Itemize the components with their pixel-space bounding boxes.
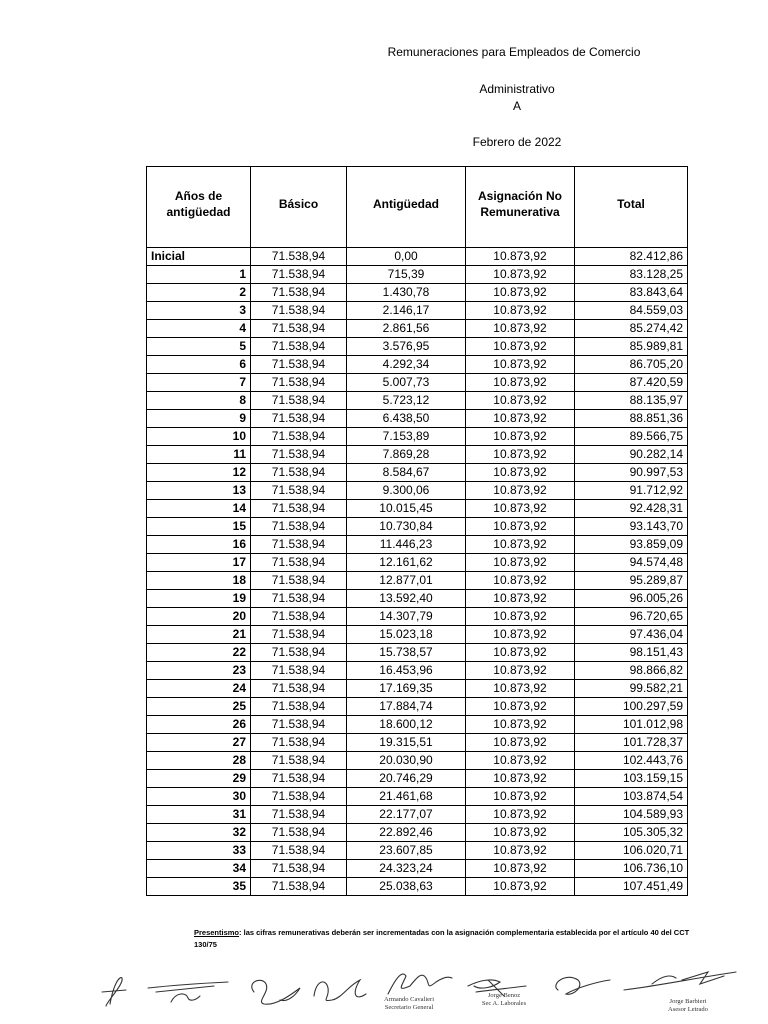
- cell-years: 31: [147, 806, 251, 824]
- table-row: [147, 446, 688, 464]
- cell-years: 1: [147, 266, 251, 284]
- table-row: [147, 662, 688, 680]
- cell-years: 5: [147, 338, 251, 356]
- cell-allowance: 10.873,92: [466, 770, 575, 788]
- cell-total: 103.159,15: [575, 770, 688, 788]
- cell-basic: 71.538,94: [251, 554, 347, 572]
- cell-allowance: 10.873,92: [466, 392, 575, 410]
- cell-allowance: 10.873,92: [466, 680, 575, 698]
- cell-basic: 71.538,94: [251, 662, 347, 680]
- cell-total: 100.297,59: [575, 698, 688, 716]
- cell-basic: 71.538,94: [251, 284, 347, 302]
- table-row: [147, 374, 688, 392]
- cell-total: 94.574,48: [575, 554, 688, 572]
- cell-basic: 71.538,94: [251, 734, 347, 752]
- cell-seniority: 10.015,45: [347, 500, 466, 518]
- cell-years: 29: [147, 770, 251, 788]
- cell-total: 92.428,31: [575, 500, 688, 518]
- cell-years: 14: [147, 500, 251, 518]
- cell-seniority: 1.430,78: [347, 284, 466, 302]
- cell-seniority: 5.007,73: [347, 374, 466, 392]
- cell-total: 83.128,25: [575, 266, 688, 284]
- table-row: [147, 320, 688, 338]
- cell-seniority: 12.161,62: [347, 554, 466, 572]
- cell-basic: 71.538,94: [251, 392, 347, 410]
- cell-basic: 71.538,94: [251, 410, 347, 428]
- cell-years: 26: [147, 716, 251, 734]
- table-row: [147, 518, 688, 536]
- grade-label: A: [512, 99, 521, 113]
- cell-seniority: 20.030,90: [347, 752, 466, 770]
- cell-seniority: 715,39: [347, 266, 466, 284]
- cell-total: 98.151,43: [575, 644, 688, 662]
- cell-allowance: 10.873,92: [466, 842, 575, 860]
- table-row: [147, 500, 688, 518]
- cell-years: 10: [147, 428, 251, 446]
- cell-seniority: 14.307,79: [347, 608, 466, 626]
- cell-total: 93.859,09: [575, 536, 688, 554]
- cell-basic: 71.538,94: [251, 248, 347, 266]
- table-row: [147, 536, 688, 554]
- cell-seniority: 4.292,34: [347, 356, 466, 374]
- table-row: [147, 248, 688, 266]
- cell-basic: 71.538,94: [251, 536, 347, 554]
- cell-seniority: 10.730,84: [347, 518, 466, 536]
- salary-table: [146, 166, 688, 896]
- cell-total: 97.436,04: [575, 626, 688, 644]
- cell-years: 30: [147, 788, 251, 806]
- table-row: [147, 878, 688, 896]
- cell-years: 15: [147, 518, 251, 536]
- cell-total: 82.412,86: [575, 248, 688, 266]
- cell-years: 25: [147, 698, 251, 716]
- cell-allowance: 10.873,92: [466, 302, 575, 320]
- cell-seniority: 25.038,63: [347, 878, 466, 896]
- cell-total: 87.420,59: [575, 374, 688, 392]
- cell-basic: 71.538,94: [251, 626, 347, 644]
- cell-basic: 71.538,94: [251, 518, 347, 536]
- cell-allowance: 10.873,92: [466, 662, 575, 680]
- table-row: [147, 590, 688, 608]
- cell-allowance: 10.873,92: [466, 266, 575, 284]
- cell-seniority: 3.576,95: [347, 338, 466, 356]
- cell-years: 17: [147, 554, 251, 572]
- table-row: [147, 464, 688, 482]
- cell-allowance: 10.873,92: [466, 248, 575, 266]
- table-row: [147, 284, 688, 302]
- cell-total: 99.582,21: [575, 680, 688, 698]
- footnote-keyword: Presentismo: [194, 928, 240, 937]
- cell-years: 23: [147, 662, 251, 680]
- cell-years: 34: [147, 860, 251, 878]
- cell-years: 27: [147, 734, 251, 752]
- table-row: [147, 338, 688, 356]
- table-row: [147, 482, 688, 500]
- cell-allowance: 10.873,92: [466, 554, 575, 572]
- cell-seniority: 7.153,89: [347, 428, 466, 446]
- cell-seniority: 7.869,28: [347, 446, 466, 464]
- cell-seniority: 2.146,17: [347, 302, 466, 320]
- cell-basic: 71.538,94: [251, 482, 347, 500]
- table-row: [147, 626, 688, 644]
- cell-allowance: 10.873,92: [466, 860, 575, 878]
- cell-basic: 71.538,94: [251, 374, 347, 392]
- cell-basic: 71.538,94: [251, 806, 347, 824]
- cell-total: 90.997,53: [575, 464, 688, 482]
- table-row: [147, 428, 688, 446]
- cell-seniority: 18.600,12: [347, 716, 466, 734]
- cell-total: 88.851,36: [575, 410, 688, 428]
- column-header-allowance: Asignación No Remunerativa: [466, 167, 575, 242]
- table-row: [147, 572, 688, 590]
- cell-total: 85.989,81: [575, 338, 688, 356]
- cell-years: 9: [147, 410, 251, 428]
- column-header-seniority: Antigüedad: [347, 167, 466, 242]
- cell-total: 96.005,26: [575, 590, 688, 608]
- cell-total: 106.736,10: [575, 860, 688, 878]
- signature-cavalieri: [364, 996, 454, 1012]
- cell-years: 35: [147, 878, 251, 896]
- cell-basic: 71.538,94: [251, 266, 347, 284]
- cell-seniority: 6.438,50: [347, 410, 466, 428]
- cell-seniority: 5.723,12: [347, 392, 466, 410]
- cell-allowance: 10.873,92: [466, 410, 575, 428]
- cell-basic: 71.538,94: [251, 302, 347, 320]
- cell-allowance: 10.873,92: [466, 626, 575, 644]
- cell-total: 83.843,64: [575, 284, 688, 302]
- cell-total: 105.305,32: [575, 824, 688, 842]
- cell-seniority: 9.300,06: [347, 482, 466, 500]
- cell-years: 3: [147, 302, 251, 320]
- cell-basic: 71.538,94: [251, 446, 347, 464]
- cell-allowance: 10.873,92: [466, 608, 575, 626]
- cell-total: 96.720,65: [575, 608, 688, 626]
- cell-basic: 71.538,94: [251, 878, 347, 896]
- cell-years: 19: [147, 590, 251, 608]
- cell-total: 90.282,14: [575, 446, 688, 464]
- cell-allowance: 10.873,92: [466, 644, 575, 662]
- cell-basic: 71.538,94: [251, 680, 347, 698]
- cell-seniority: 12.877,01: [347, 572, 466, 590]
- cell-seniority: 22.892,46: [347, 824, 466, 842]
- cell-years: 6: [147, 356, 251, 374]
- signer-name: Jorge Benoz: [487, 992, 521, 999]
- cell-seniority: 0,00: [347, 248, 466, 266]
- cell-allowance: 10.873,92: [466, 788, 575, 806]
- cell-years: 7: [147, 374, 251, 392]
- cell-allowance: 10.873,92: [466, 518, 575, 536]
- cell-basic: 71.538,94: [251, 356, 347, 374]
- cell-allowance: 10.873,92: [466, 806, 575, 824]
- cell-total: 107.451,49: [575, 878, 688, 896]
- cell-allowance: 10.873,92: [466, 734, 575, 752]
- cell-allowance: 10.873,92: [466, 374, 575, 392]
- signature-benoz: [464, 992, 544, 1008]
- signer-role: Secretario General: [384, 1004, 434, 1011]
- cell-basic: 71.538,94: [251, 428, 347, 446]
- cell-allowance: 10.873,92: [466, 464, 575, 482]
- cell-allowance: 10.873,92: [466, 428, 575, 446]
- cell-basic: 71.538,94: [251, 752, 347, 770]
- cell-total: 86.705,20: [575, 356, 688, 374]
- cell-seniority: 19.315,51: [347, 734, 466, 752]
- cell-total: 84.559,03: [575, 302, 688, 320]
- cell-basic: 71.538,94: [251, 698, 347, 716]
- table-row: [147, 770, 688, 788]
- table-row: [147, 266, 688, 284]
- cell-total: 88.135,97: [575, 392, 688, 410]
- table-row: [147, 392, 688, 410]
- cell-seniority: 20.746,29: [347, 770, 466, 788]
- signer-role: Sec A. Laborales: [481, 1000, 527, 1007]
- cell-basic: 71.538,94: [251, 338, 347, 356]
- cell-basic: 71.538,94: [251, 860, 347, 878]
- cell-basic: 71.538,94: [251, 500, 347, 518]
- document-title: Remuneraciones para Empleados de Comercio: [387, 45, 641, 59]
- cell-seniority: 21.461,68: [347, 788, 466, 806]
- presentismo-footnote: [194, 927, 694, 951]
- cell-basic: 71.538,94: [251, 590, 347, 608]
- cell-basic: 71.538,94: [251, 842, 347, 860]
- cell-basic: 71.538,94: [251, 464, 347, 482]
- cell-years: 2: [147, 284, 251, 302]
- cell-years: 4: [147, 320, 251, 338]
- cell-allowance: 10.873,92: [466, 590, 575, 608]
- table-row: [147, 842, 688, 860]
- category-label: Administrativo: [479, 82, 555, 96]
- cell-years: 21: [147, 626, 251, 644]
- cell-years: 8: [147, 392, 251, 410]
- signer-name: Jorge Barbieri: [669, 998, 707, 1005]
- cell-basic: 71.538,94: [251, 770, 347, 788]
- period-date: Febrero de 2022: [472, 135, 562, 149]
- table-body: [147, 241, 688, 896]
- cell-seniority: 13.592,40: [347, 590, 466, 608]
- cell-seniority: 24.323,24: [347, 860, 466, 878]
- cell-allowance: 10.873,92: [466, 572, 575, 590]
- cell-seniority: 15.738,57: [347, 644, 466, 662]
- cell-allowance: 10.873,92: [466, 284, 575, 302]
- cell-total: 106.020,71: [575, 842, 688, 860]
- cell-total: 95.289,87: [575, 572, 688, 590]
- cell-total: 89.566,75: [575, 428, 688, 446]
- signer-role: Asesor Letrado: [668, 1006, 708, 1013]
- cell-basic: 71.538,94: [251, 716, 347, 734]
- cell-total: 102.443,76: [575, 752, 688, 770]
- signature-barbieri: [648, 998, 728, 1014]
- cell-basic: 71.538,94: [251, 572, 347, 590]
- table-row: [147, 302, 688, 320]
- table-row: [147, 554, 688, 572]
- column-header-years: Años de antigüedad: [147, 167, 251, 242]
- cell-allowance: 10.873,92: [466, 824, 575, 842]
- cell-seniority: 22.177,07: [347, 806, 466, 824]
- table-row: [147, 752, 688, 770]
- cell-basic: 71.538,94: [251, 824, 347, 842]
- signatures-block: [96, 962, 756, 1022]
- cell-allowance: 10.873,92: [466, 338, 575, 356]
- footnote-text: : las cifras remunerativas deberán ser incrementadas con la asignación complementaria establecida por el artículo 40 del CCT 130/75: [194, 928, 690, 949]
- cell-total: 93.143,70: [575, 518, 688, 536]
- table-row: [147, 860, 688, 878]
- cell-basic: 71.538,94: [251, 644, 347, 662]
- cell-allowance: 10.873,92: [466, 356, 575, 374]
- table-row: [147, 734, 688, 752]
- table-row: [147, 716, 688, 734]
- column-header-total: Total: [575, 167, 688, 242]
- table-row: [147, 410, 688, 428]
- column-header-basic: Básico: [251, 167, 347, 242]
- cell-allowance: 10.873,92: [466, 716, 575, 734]
- cell-total: 101.012,98: [575, 716, 688, 734]
- table-row: [147, 680, 688, 698]
- cell-allowance: 10.873,92: [466, 482, 575, 500]
- cell-seniority: 23.607,85: [347, 842, 466, 860]
- cell-years: 20: [147, 608, 251, 626]
- cell-seniority: 16.453,96: [347, 662, 466, 680]
- cell-years: 32: [147, 824, 251, 842]
- cell-allowance: 10.873,92: [466, 320, 575, 338]
- cell-total: 91.712,92: [575, 482, 688, 500]
- cell-basic: 71.538,94: [251, 320, 347, 338]
- cell-allowance: 10.873,92: [466, 500, 575, 518]
- cell-years: 18: [147, 572, 251, 590]
- table-row: [147, 698, 688, 716]
- cell-total: 85.274,42: [575, 320, 688, 338]
- signer-name: Armando Cavalieri: [384, 996, 434, 1003]
- cell-total: 104.589,93: [575, 806, 688, 824]
- cell-years: 12: [147, 464, 251, 482]
- cell-seniority: 15.023,18: [347, 626, 466, 644]
- cell-seniority: 17.884,74: [347, 698, 466, 716]
- cell-allowance: 10.873,92: [466, 698, 575, 716]
- cell-seniority: 2.861,56: [347, 320, 466, 338]
- table-row: [147, 608, 688, 626]
- cell-years: 16: [147, 536, 251, 554]
- cell-basic: 71.538,94: [251, 608, 347, 626]
- cell-years: 22: [147, 644, 251, 662]
- cell-allowance: 10.873,92: [466, 536, 575, 554]
- cell-years: 33: [147, 842, 251, 860]
- cell-seniority: 11.446,23: [347, 536, 466, 554]
- cell-years: 13: [147, 482, 251, 500]
- table-row: [147, 788, 688, 806]
- cell-total: 103.874,54: [575, 788, 688, 806]
- table-row: [147, 824, 688, 842]
- cell-total: 98.866,82: [575, 662, 688, 680]
- cell-years: 24: [147, 680, 251, 698]
- cell-allowance: 10.873,92: [466, 446, 575, 464]
- table-row: [147, 644, 688, 662]
- cell-allowance: 10.873,92: [466, 878, 575, 896]
- table-row: [147, 806, 688, 824]
- cell-total: 101.728,37: [575, 734, 688, 752]
- table-header-row: [147, 167, 688, 242]
- table-row: [147, 356, 688, 374]
- cell-basic: 71.538,94: [251, 788, 347, 806]
- cell-seniority: 8.584,67: [347, 464, 466, 482]
- cell-years: 28: [147, 752, 251, 770]
- cell-years: Inicial: [147, 248, 251, 266]
- cell-seniority: 17.169,35: [347, 680, 466, 698]
- cell-allowance: 10.873,92: [466, 752, 575, 770]
- cell-years: 11: [147, 446, 251, 464]
